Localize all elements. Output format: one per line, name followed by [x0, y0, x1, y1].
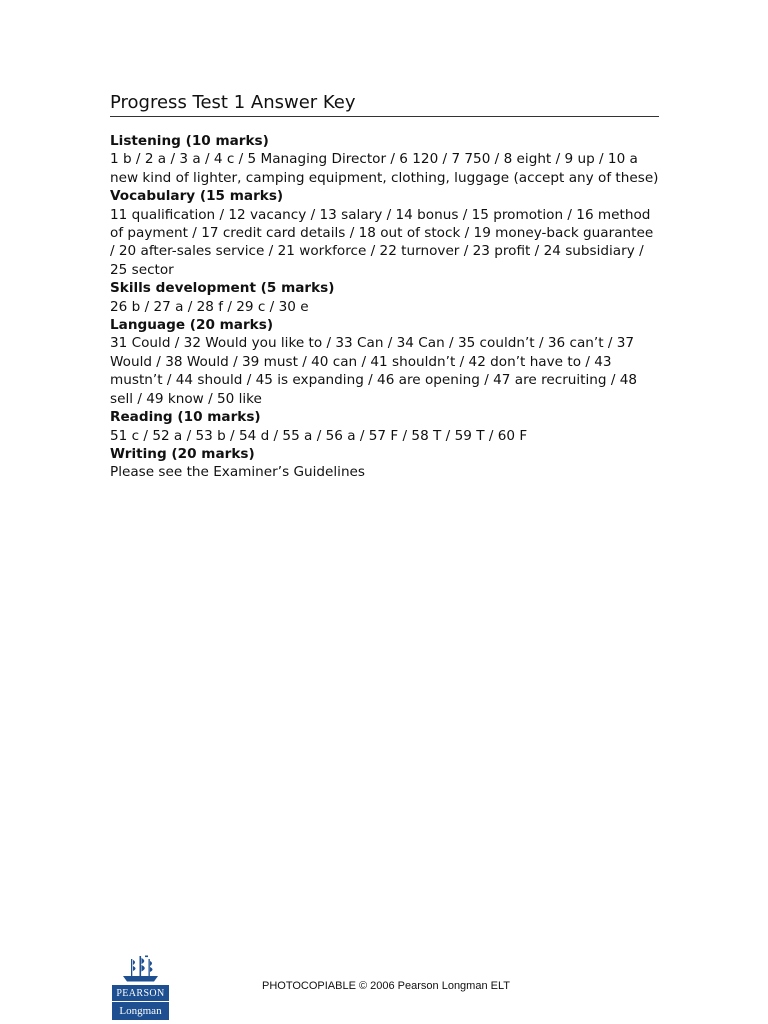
section-answers-reading: 51 c / 52 a / 53 b / 54 d / 55 a / 56 a / 57 F / 58 T / 59 T / 60 F [110, 427, 528, 444]
ship-icon [112, 955, 169, 983]
pearson-longman-logo [112, 955, 169, 1020]
section-answers-skills-development: 26 b / 27 a / 28 f / 29 c / 30 e [110, 298, 309, 315]
section-heading-skills-development: Skills development (5 marks) [110, 280, 335, 297]
section-heading-listening: Listening (10 marks) [110, 133, 269, 149]
section-answers-listening: 1 b / 2 a / 3 a / 4 c / 5 Managing Director / 6 120 / 7 750 / 8 eight / 9 up / 10 a new kind of lighter, camping equipment, clothing, luggage (accept any of these) [110, 151, 659, 186]
answer-key-content [110, 132, 662, 482]
logo-wordmark-longman: Longman [112, 1002, 169, 1020]
section-heading-language: Language (20 marks) [110, 317, 274, 334]
section-heading-reading: Reading (10 marks) [110, 409, 261, 426]
logo-wordmark-pearson: PEARSON [112, 985, 169, 1001]
section-answers-vocabulary: 11 qualification / 12 vacancy / 13 salary / 14 bonus / 15 promotion / 16 method of payment / 17 credit card details / 18 out of stock / 19 money-back guarantee / 20 after-sales service / 21 workforce / 22 turnover / 23 profit / 24 subsidiary / 25 sector [110, 206, 654, 278]
section-heading-writing: Writing (20 marks) [110, 445, 255, 462]
copyright-notice: PHOTOCOPIABLE © 2006 Pearson Longman ELT [262, 980, 510, 992]
section-heading-vocabulary: Vocabulary (15 marks) [110, 188, 284, 205]
page-title: Progress Test 1 Answer Key [110, 92, 356, 113]
title-divider [110, 116, 659, 117]
section-answers-language: 31 Could / 32 Would you like to / 33 Can / 34 Can / 35 couldn’t / 36 can’t / 37 Would / 38 Would / 39 must / 40 can / 41 shouldn’t / 42 don’t have to / 43 mustn’t / 44 should / 45 is expanding / 46 are opening / 47 are recruiting / 48 sell / 49 know / 50 like [110, 335, 638, 407]
section-answers-writing: Please see the Examiner’s Guidelines [110, 464, 366, 481]
